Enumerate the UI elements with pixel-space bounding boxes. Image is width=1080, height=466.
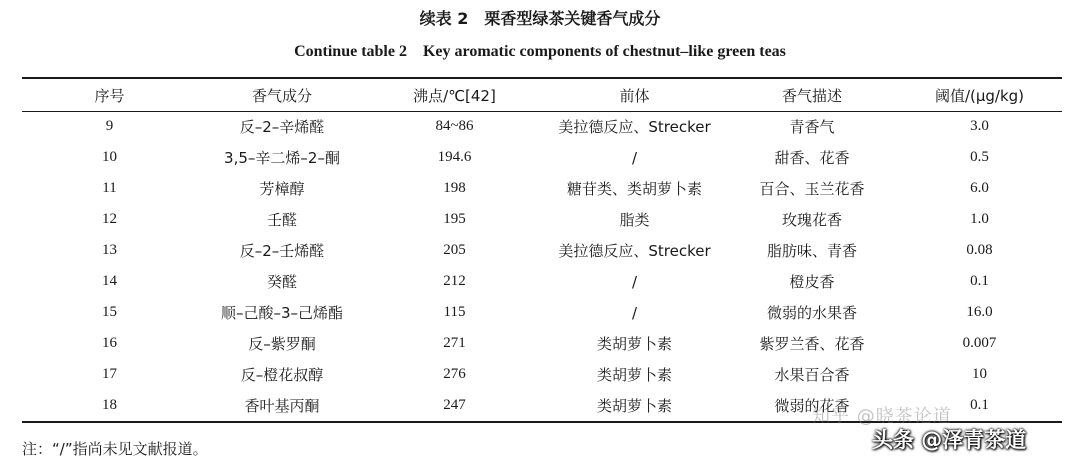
table-row [22, 111, 1062, 142]
cell-no: 15 [102, 304, 117, 320]
table-row [22, 204, 1062, 235]
cell-boiling-point: 195 [443, 211, 466, 227]
cell-aroma-description: 紫罗兰香、花香 [759, 335, 865, 353]
cell-boiling-point: 205 [443, 242, 466, 258]
watermark-toutiao: 头条 @泽青茶道 [872, 428, 1027, 452]
table-row [22, 359, 1062, 390]
cell-threshold: 0.1 [970, 273, 989, 289]
cell-boiling-point: 271 [443, 335, 466, 351]
table-row [22, 297, 1062, 328]
cell-precursor: 类胡萝卜素 [596, 397, 672, 415]
cell-component: 反–紫罗酮 [248, 335, 316, 353]
cell-threshold: 6.0 [970, 180, 989, 196]
cell-component: 3,5–辛二烯–2–酮 [224, 149, 340, 167]
cell-aroma-description: 青香气 [789, 118, 835, 136]
cell-component: 芳樟醇 [259, 180, 305, 198]
cell-precursor: 美拉德反应、Strecker [558, 118, 711, 136]
cell-precursor: / [631, 148, 638, 167]
col-header-aroma-description: 香气描述 [781, 86, 842, 105]
cell-no: 17 [102, 366, 117, 382]
cell-boiling-point: 212 [443, 273, 466, 289]
cell-aroma-description: 微弱的水果香 [766, 304, 857, 322]
col-header-threshold: 阈值/(μg/kg) [934, 86, 1025, 105]
cell-component: 壬醛 [266, 211, 297, 229]
cell-precursor: 类胡萝卜素 [596, 335, 672, 353]
cell-precursor: 美拉德反应、Strecker [558, 242, 711, 260]
col-header-component: 香气成分 [251, 86, 312, 105]
table-row [22, 173, 1062, 204]
cell-no: 9 [105, 118, 114, 134]
cell-threshold: 1.0 [970, 211, 989, 227]
cell-boiling-point: 84~86 [435, 118, 474, 134]
table-title-en: Continue table 2 Key aromatic components of chestnut–like green teas [294, 43, 786, 60]
cell-threshold: 10 [972, 366, 987, 382]
col-header-precursor: 前体 [619, 86, 650, 105]
cell-component: 顺–己酸–3–己烯酯 [220, 304, 344, 322]
table-row [22, 266, 1062, 297]
cell-aroma-description: 橙皮香 [789, 273, 835, 291]
cell-component: 反–橙花叔醇 [240, 366, 324, 384]
cell-threshold: 0.08 [966, 242, 993, 258]
table-row [22, 142, 1062, 173]
watermark-zhihu: 知乎 @晓茶论道 [812, 406, 952, 427]
col-header-boiling-point: 沸点/℃[42] [413, 86, 496, 105]
cell-precursor: 类胡萝卜素 [596, 366, 672, 384]
cell-boiling-point: 198 [443, 180, 466, 196]
col-header-no: 序号 [94, 86, 125, 105]
cell-precursor: 糖苷类、类胡萝卜素 [566, 180, 702, 198]
cell-threshold: 0.007 [962, 335, 997, 351]
cell-precursor: / [631, 303, 638, 322]
cell-threshold: 16.0 [966, 304, 993, 320]
cell-boiling-point: 115 [443, 304, 466, 320]
cell-no: 13 [102, 242, 117, 258]
table-row [22, 235, 1062, 266]
cell-threshold: 3.0 [970, 118, 989, 134]
cell-precursor: 脂类 [619, 211, 650, 229]
cell-component: 香叶基丙酮 [244, 397, 320, 415]
table-title-cn: 续表 2 栗香型绿茶关键香气成分 [419, 9, 661, 28]
cell-aroma-description: 甜香、花香 [774, 149, 850, 167]
cell-threshold: 0.1 [970, 397, 989, 413]
cell-no: 18 [102, 397, 117, 413]
cell-no: 12 [102, 211, 117, 227]
cell-aroma-description: 玫瑰花香 [781, 211, 842, 229]
cell-component: 反–2–壬烯醛 [239, 242, 325, 260]
cell-component: 癸醛 [266, 273, 297, 291]
cell-no: 16 [102, 335, 117, 351]
cell-aroma-description: 脂肪味、青香 [766, 242, 857, 260]
cell-no: 11 [102, 180, 117, 196]
cell-boiling-point: 247 [443, 397, 466, 413]
cell-aroma-description: 微弱的花香 [774, 397, 850, 415]
cell-boiling-point: 276 [443, 366, 466, 382]
cell-no: 14 [102, 273, 117, 289]
cell-aroma-description: 水果百合香 [774, 366, 850, 384]
cell-aroma-description: 百合、玉兰花香 [759, 180, 865, 198]
table-row [22, 328, 1062, 359]
cell-no: 10 [102, 149, 117, 165]
cell-precursor: / [631, 272, 638, 291]
cell-component: 反–2–辛烯醛 [239, 118, 325, 136]
header-row [22, 79, 1062, 111]
cell-threshold: 0.5 [970, 149, 989, 165]
aroma-components-table [22, 79, 1062, 421]
cell-boiling-point: 194.6 [437, 149, 472, 165]
table-footnote: 注：“/”指尚未见文献报道。 [22, 440, 208, 458]
